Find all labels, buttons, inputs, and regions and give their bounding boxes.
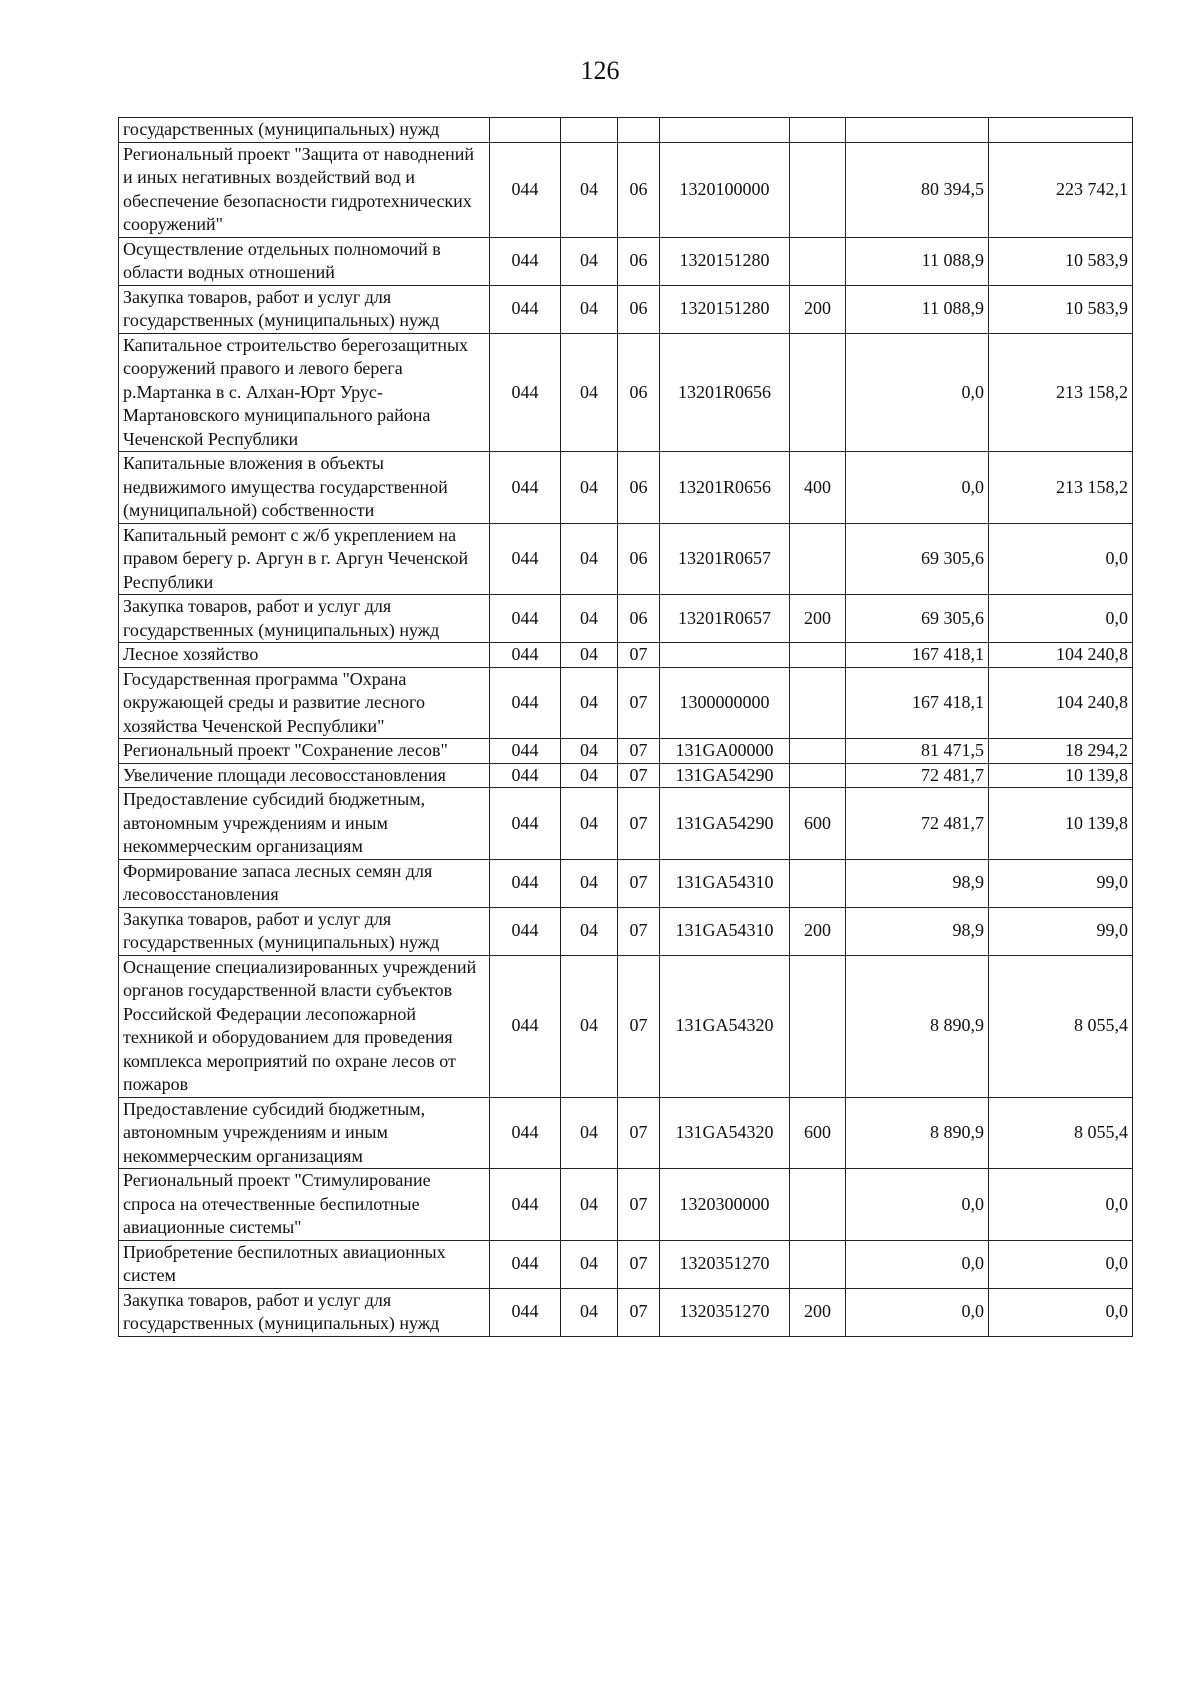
- cell-expense-type: 600: [790, 1097, 846, 1169]
- cell-target-article: 1320151280: [660, 237, 790, 285]
- cell-amount-1: 167 418,1: [846, 667, 989, 739]
- cell-subsection-code: 07: [618, 788, 660, 860]
- cell-ministry-code: 044: [490, 523, 561, 595]
- cell-amount-1: 11 088,9: [846, 237, 989, 285]
- cell-amount-1: 8 890,9: [846, 955, 989, 1097]
- cell-target-article: 13201R0657: [660, 595, 790, 643]
- cell-expense-type: [790, 1169, 846, 1241]
- cell-amount-1: 0,0: [846, 452, 989, 524]
- cell-section-code: 04: [561, 595, 618, 643]
- cell-target-article: 1320100000: [660, 142, 790, 237]
- cell-section-code: 04: [561, 237, 618, 285]
- cell-ministry-code: 044: [490, 452, 561, 524]
- table-row: [119, 763, 1133, 788]
- cell-expense-type: 200: [790, 595, 846, 643]
- cell-name: Формирование запаса лесных семян для лесовосстановления: [119, 859, 490, 907]
- cell-section-code: 04: [561, 142, 618, 237]
- cell-expense-type: [790, 739, 846, 764]
- table-row: [119, 285, 1133, 333]
- cell-amount-2: 8 055,4: [989, 1097, 1133, 1169]
- cell-amount-1: 72 481,7: [846, 763, 989, 788]
- cell-amount-2: 104 240,8: [989, 667, 1133, 739]
- cell-amount-2: 213 158,2: [989, 452, 1133, 524]
- cell-section-code: 04: [561, 1240, 618, 1288]
- cell-subsection-code: 06: [618, 237, 660, 285]
- cell-target-article: 13201R0657: [660, 523, 790, 595]
- cell-name: Региональный проект "Сохранение лесов": [119, 739, 490, 764]
- cell-section-code: 04: [561, 788, 618, 860]
- table-row: [119, 643, 1133, 668]
- cell-subsection-code: 06: [618, 142, 660, 237]
- page-number: 126: [580, 56, 620, 85]
- cell-section-code: 04: [561, 1169, 618, 1241]
- cell-name: Оснащение специализированных учреждений органов государственной власти субъектов Российской Федерации лесопожарной техникой и оборудованием для проведения комплекса мероприятий по охране лесов от пожаров: [119, 955, 490, 1097]
- cell-section-code: 04: [561, 955, 618, 1097]
- cell-ministry-code: 044: [490, 667, 561, 739]
- cell-ministry-code: 044: [490, 907, 561, 955]
- cell-expense-type: [790, 643, 846, 668]
- cell-amount-2: [989, 118, 1133, 143]
- cell-amount-1: 69 305,6: [846, 595, 989, 643]
- cell-section-code: 04: [561, 763, 618, 788]
- cell-subsection-code: 07: [618, 643, 660, 668]
- table-row: [119, 142, 1133, 237]
- cell-ministry-code: 044: [490, 285, 561, 333]
- cell-name: Капитальные вложения в объекты недвижимого имущества государственной (муниципальной) собственности: [119, 452, 490, 524]
- cell-amount-2: 99,0: [989, 907, 1133, 955]
- cell-ministry-code: 044: [490, 595, 561, 643]
- cell-target-article: 131GA54320: [660, 955, 790, 1097]
- cell-expense-type: 600: [790, 788, 846, 860]
- cell-subsection-code: 07: [618, 739, 660, 764]
- cell-subsection-code: 06: [618, 595, 660, 643]
- cell-ministry-code: 044: [490, 333, 561, 452]
- cell-section-code: 04: [561, 643, 618, 668]
- cell-name: Закупка товаров, работ и услуг для государственных (муниципальных) нужд: [119, 1288, 490, 1336]
- cell-amount-1: 0,0: [846, 1240, 989, 1288]
- cell-expense-type: [790, 333, 846, 452]
- cell-name: Закупка товаров, работ и услуг для государственных (муниципальных) нужд: [119, 907, 490, 955]
- cell-expense-type: [790, 237, 846, 285]
- cell-target-article: 131GA54310: [660, 907, 790, 955]
- cell-name: Региональный проект "Защита от наводнений и иных негативных воздействий вод и обеспечение безопасности гидротехнических сооружений": [119, 142, 490, 237]
- cell-name: Закупка товаров, работ и услуг для государственных (муниципальных) нужд: [119, 285, 490, 333]
- cell-expense-type: [790, 118, 846, 143]
- cell-amount-2: 0,0: [989, 1240, 1133, 1288]
- cell-amount-2: 223 742,1: [989, 142, 1133, 237]
- cell-ministry-code: 044: [490, 1240, 561, 1288]
- cell-subsection-code: 07: [618, 859, 660, 907]
- cell-target-article: 1320151280: [660, 285, 790, 333]
- cell-target-article: [660, 643, 790, 668]
- cell-target-article: 13201R0656: [660, 333, 790, 452]
- cell-subsection-code: 07: [618, 1169, 660, 1241]
- cell-name: Лесное хозяйство: [119, 643, 490, 668]
- cell-subsection-code: 07: [618, 1288, 660, 1336]
- table-row: [119, 788, 1133, 860]
- cell-ministry-code: 044: [490, 955, 561, 1097]
- cell-target-article: 13201R0656: [660, 452, 790, 524]
- cell-amount-2: 18 294,2: [989, 739, 1133, 764]
- cell-amount-2: 104 240,8: [989, 643, 1133, 668]
- cell-target-article: 131GA54310: [660, 859, 790, 907]
- cell-expense-type: [790, 1240, 846, 1288]
- cell-target-article: 131GA54290: [660, 763, 790, 788]
- cell-section-code: 04: [561, 452, 618, 524]
- cell-section-code: 04: [561, 285, 618, 333]
- cell-amount-2: 8 055,4: [989, 955, 1133, 1097]
- cell-section-code: 04: [561, 1097, 618, 1169]
- cell-amount-2: 213 158,2: [989, 333, 1133, 452]
- cell-amount-2: 10 139,8: [989, 763, 1133, 788]
- cell-section-code: 04: [561, 907, 618, 955]
- cell-expense-type: [790, 667, 846, 739]
- cell-amount-2: 10 583,9: [989, 285, 1133, 333]
- cell-target-article: 1300000000: [660, 667, 790, 739]
- cell-name: Государственная программа "Охрана окружающей среды и развитие лесного хозяйства Чеченской Республики": [119, 667, 490, 739]
- cell-ministry-code: 044: [490, 237, 561, 285]
- cell-target-article: 131GA54320: [660, 1097, 790, 1169]
- table-row: [119, 333, 1133, 452]
- table-row: [119, 859, 1133, 907]
- cell-name: Региональный проект "Стимулирование спроса на отечественные беспилотные авиационные системы": [119, 1169, 490, 1241]
- cell-expense-type: 200: [790, 907, 846, 955]
- table-row: [119, 955, 1133, 1097]
- table-row: [119, 452, 1133, 524]
- cell-expense-type: [790, 142, 846, 237]
- cell-amount-1: 0,0: [846, 1169, 989, 1241]
- table-row: [119, 595, 1133, 643]
- cell-section-code: 04: [561, 859, 618, 907]
- cell-subsection-code: 07: [618, 763, 660, 788]
- cell-target-article: [660, 118, 790, 143]
- table-row: [119, 907, 1133, 955]
- cell-subsection-code: 06: [618, 285, 660, 333]
- cell-subsection-code: 07: [618, 907, 660, 955]
- cell-amount-1: 80 394,5: [846, 142, 989, 237]
- cell-amount-2: 0,0: [989, 523, 1133, 595]
- cell-ministry-code: 044: [490, 142, 561, 237]
- cell-amount-1: 98,9: [846, 859, 989, 907]
- cell-name: Увеличение площади лесовосстановления: [119, 763, 490, 788]
- cell-expense-type: 200: [790, 285, 846, 333]
- cell-subsection-code: 07: [618, 955, 660, 1097]
- cell-section-code: 04: [561, 667, 618, 739]
- table-row: [119, 667, 1133, 739]
- cell-subsection-code: 06: [618, 452, 660, 524]
- cell-name: государственных (муниципальных) нужд: [119, 118, 490, 143]
- cell-expense-type: 400: [790, 452, 846, 524]
- budget-table: [118, 117, 1133, 1337]
- cell-name: Капитальное строительство берегозащитных сооружений правого и левого берега р.Мартанка в с. Алхан-Юрт Урус-Мартановского муниципального района Чеченской Республики: [119, 333, 490, 452]
- table-row: [119, 1097, 1133, 1169]
- cell-ministry-code: 044: [490, 788, 561, 860]
- cell-amount-1: 8 890,9: [846, 1097, 989, 1169]
- cell-section-code: 04: [561, 333, 618, 452]
- table-row: [119, 1240, 1133, 1288]
- cell-expense-type: 200: [790, 1288, 846, 1336]
- cell-subsection-code: [618, 118, 660, 143]
- table-row: [119, 739, 1133, 764]
- cell-amount-2: 0,0: [989, 1288, 1133, 1336]
- cell-ministry-code: 044: [490, 1169, 561, 1241]
- cell-amount-1: 81 471,5: [846, 739, 989, 764]
- cell-amount-2: 0,0: [989, 1169, 1133, 1241]
- cell-ministry-code: 044: [490, 859, 561, 907]
- cell-ministry-code: 044: [490, 1097, 561, 1169]
- cell-amount-1: 69 305,6: [846, 523, 989, 595]
- cell-amount-2: 99,0: [989, 859, 1133, 907]
- cell-amount-2: 10 139,8: [989, 788, 1133, 860]
- cell-expense-type: [790, 763, 846, 788]
- cell-amount-1: 98,9: [846, 907, 989, 955]
- cell-amount-1: 0,0: [846, 333, 989, 452]
- cell-name: Предоставление субсидий бюджетным, автономным учреждениям и иным некоммерческим организациям: [119, 1097, 490, 1169]
- table-row: [119, 118, 1133, 143]
- cell-ministry-code: 044: [490, 739, 561, 764]
- table-row: [119, 523, 1133, 595]
- cell-subsection-code: 07: [618, 1240, 660, 1288]
- cell-name: Осуществление отдельных полномочий в области водных отношений: [119, 237, 490, 285]
- cell-name: Капитальный ремонт с ж/б укреплением на правом берегу р. Аргун в г. Аргун Чеченской Республики: [119, 523, 490, 595]
- table-row: [119, 237, 1133, 285]
- cell-expense-type: [790, 523, 846, 595]
- cell-target-article: 1320351270: [660, 1240, 790, 1288]
- cell-section-code: [561, 118, 618, 143]
- cell-subsection-code: 07: [618, 1097, 660, 1169]
- cell-expense-type: [790, 859, 846, 907]
- budget-table-body: [119, 118, 1133, 1337]
- cell-name: Приобретение беспилотных авиационных систем: [119, 1240, 490, 1288]
- cell-subsection-code: 06: [618, 523, 660, 595]
- cell-target-article: 1320351270: [660, 1288, 790, 1336]
- cell-subsection-code: 07: [618, 667, 660, 739]
- cell-amount-1: 0,0: [846, 1288, 989, 1336]
- cell-amount-1: 11 088,9: [846, 285, 989, 333]
- cell-amount-2: 10 583,9: [989, 237, 1133, 285]
- cell-amount-1: 167 418,1: [846, 643, 989, 668]
- cell-section-code: 04: [561, 739, 618, 764]
- table-row: [119, 1288, 1133, 1336]
- table-row: [119, 1169, 1133, 1241]
- cell-ministry-code: [490, 118, 561, 143]
- cell-ministry-code: 044: [490, 643, 561, 668]
- cell-target-article: 131GA00000: [660, 739, 790, 764]
- cell-target-article: 1320300000: [660, 1169, 790, 1241]
- cell-ministry-code: 044: [490, 763, 561, 788]
- cell-amount-1: [846, 118, 989, 143]
- cell-target-article: 131GA54290: [660, 788, 790, 860]
- cell-amount-1: 72 481,7: [846, 788, 989, 860]
- cell-ministry-code: 044: [490, 1288, 561, 1336]
- cell-expense-type: [790, 955, 846, 1097]
- cell-name: Предоставление субсидий бюджетным, автономным учреждениям и иным некоммерческим организациям: [119, 788, 490, 860]
- cell-section-code: 04: [561, 523, 618, 595]
- cell-section-code: 04: [561, 1288, 618, 1336]
- cell-name: Закупка товаров, работ и услуг для государственных (муниципальных) нужд: [119, 595, 490, 643]
- cell-amount-2: 0,0: [989, 595, 1133, 643]
- cell-subsection-code: 06: [618, 333, 660, 452]
